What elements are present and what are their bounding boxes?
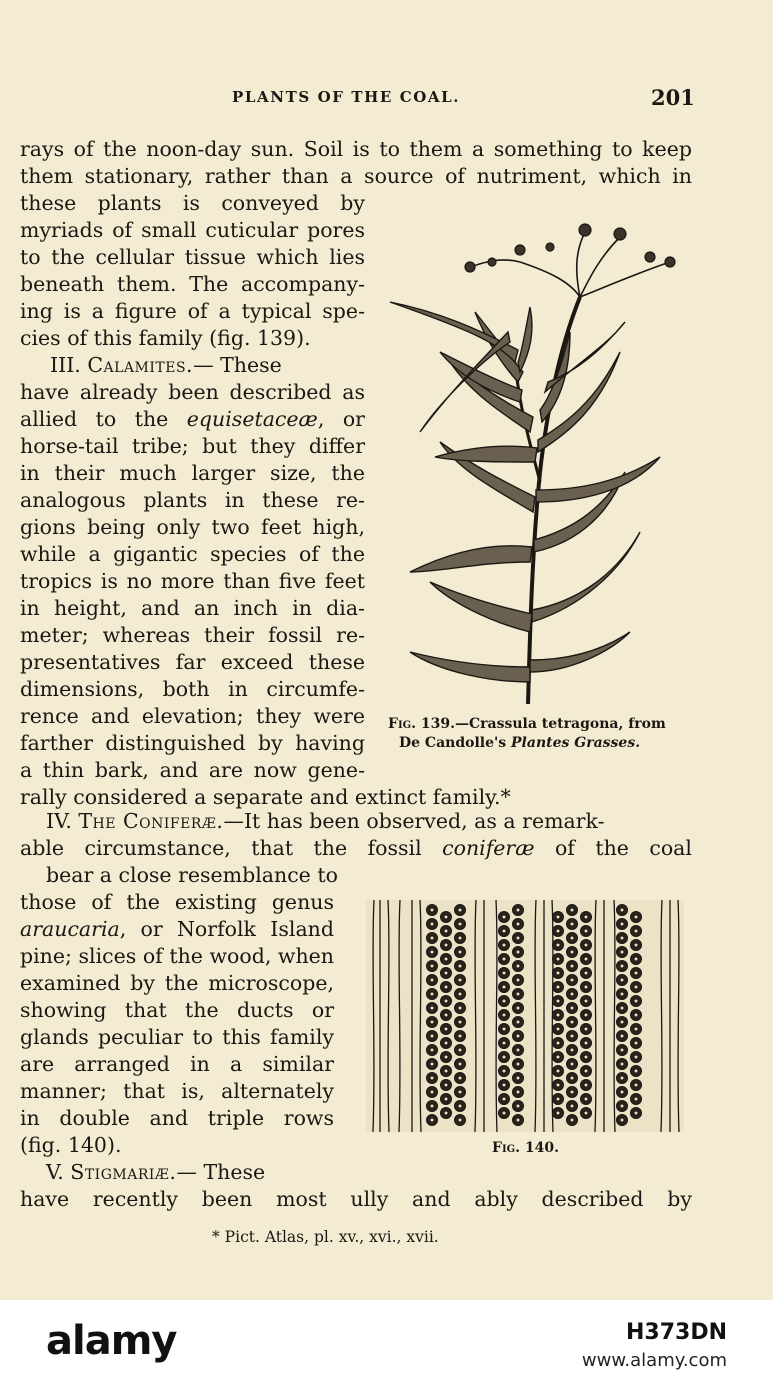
gland-cell-center	[634, 957, 638, 961]
gland-cell-center	[502, 1111, 506, 1115]
gland-cell-center	[516, 1118, 520, 1122]
gland-cell-center	[556, 915, 560, 919]
section-title: Stigmariæ.	[70, 1160, 177, 1184]
page-number: 201	[651, 85, 695, 110]
section-title: The Coniferæ.	[78, 809, 224, 833]
gland-cell-center	[516, 922, 520, 926]
gland-cell-center	[430, 1048, 434, 1052]
gland-cell-center	[516, 964, 520, 968]
gland-cell-center	[570, 1076, 574, 1080]
gland-cell-center	[556, 1013, 560, 1017]
gland-cell-center	[430, 1062, 434, 1066]
gland-cell-center	[584, 929, 588, 933]
running-title: PLANTS OF THE COAL.	[232, 88, 461, 106]
gland-cell-center	[584, 1097, 588, 1101]
gland-cell-center	[584, 943, 588, 947]
section-text: — These	[193, 353, 282, 377]
gland-cell-center	[458, 1118, 462, 1122]
gland-cell-center	[458, 992, 462, 996]
figure-139-caption: Fig. 139.—Crassula tetragona, from	[388, 716, 666, 732]
section-numeral: III.	[50, 353, 81, 377]
gland-cell-center	[634, 1041, 638, 1045]
gland-cell-center	[458, 936, 462, 940]
gland-cell-center	[502, 1083, 506, 1087]
section-heading-calamites	[50, 352, 282, 379]
gland-cell-center	[444, 1041, 448, 1045]
gland-cell-center	[458, 1048, 462, 1052]
gland-cell-center	[570, 922, 574, 926]
gland-cell-center	[444, 1027, 448, 1031]
gland-cell-center	[570, 1062, 574, 1066]
gland-cell-center	[502, 943, 506, 947]
text-line: those of the existing genus	[20, 890, 334, 914]
gland-cell-center	[556, 1069, 560, 1073]
text-line: examined by the microscope,	[20, 971, 334, 995]
gland-cell-center	[458, 1076, 462, 1080]
gland-cell-center	[620, 1062, 624, 1066]
gland-cell-center	[430, 1076, 434, 1080]
gland-cell-center	[458, 1006, 462, 1010]
gland-cell-center	[634, 915, 638, 919]
section-title: Calamites.	[87, 353, 194, 377]
gland-cell-center	[620, 1006, 624, 1010]
gland-cell-center	[444, 929, 448, 933]
text-line: cies of this family (fig. 139).	[20, 326, 311, 350]
text-line: pine; slices of the wood, when	[20, 944, 334, 968]
gland-cell-center	[570, 1104, 574, 1108]
gland-cell-center	[570, 1034, 574, 1038]
gland-cell-center	[430, 1090, 434, 1094]
gland-cell-center	[556, 1097, 560, 1101]
gland-cell-center	[584, 999, 588, 1003]
text-line: have recently been most ully and ably described by	[20, 1187, 692, 1211]
gland-cell-center	[620, 1090, 624, 1094]
figure-139-crassula-illustration	[380, 212, 690, 712]
watermark-bar	[0, 1300, 773, 1390]
gland-cell-center	[584, 1069, 588, 1073]
gland-cell-center	[516, 1048, 520, 1052]
gland-cell-center	[584, 1013, 588, 1017]
gland-cell-center	[430, 1104, 434, 1108]
gland-cell-center	[502, 929, 506, 933]
gland-cell-center	[430, 936, 434, 940]
gland-cell-center	[570, 1006, 574, 1010]
gland-cell-center	[502, 1097, 506, 1101]
gland-cell-center	[570, 1118, 574, 1122]
text-line: to the cellular tissue which lies	[20, 245, 365, 269]
text-line: analogous plants in these re-	[20, 488, 365, 512]
gland-cell-center	[556, 943, 560, 947]
gland-cell-center	[516, 1034, 520, 1038]
gland-cell-center	[444, 1097, 448, 1101]
watermark-image-id: H373DN	[625, 1320, 727, 1345]
gland-cell-center	[634, 1111, 638, 1115]
text-line: these plants is conveyed by	[20, 191, 365, 215]
gland-cell-center	[620, 1104, 624, 1108]
gland-cell-center	[430, 1020, 434, 1024]
gland-cell-center	[516, 908, 520, 912]
gland-cell-center	[430, 1034, 434, 1038]
figure-140-wood-section-illustration	[366, 900, 684, 1132]
gland-cell-center	[430, 978, 434, 982]
gland-cell-center	[620, 950, 624, 954]
gland-cell-center	[570, 1048, 574, 1052]
gland-cell-center	[620, 992, 624, 996]
text-line: glands peculiar to this family	[20, 1025, 334, 1049]
gland-cell-center	[458, 950, 462, 954]
gland-cell-center	[458, 1090, 462, 1094]
text-line: horse-tail tribe; but they differ	[20, 434, 365, 458]
text-line: able circumstance, that the fossil coniferæ of the coal	[20, 836, 692, 860]
text-line: manner; that is, alternately	[20, 1079, 334, 1103]
figure-140-caption: Fig. 140.	[492, 1140, 560, 1156]
gland-cell-center	[458, 1062, 462, 1066]
gland-cell-center	[584, 957, 588, 961]
gland-cell-center	[556, 1111, 560, 1115]
gland-cell-center	[458, 922, 462, 926]
gland-cell-center	[458, 1020, 462, 1024]
gland-cell-center	[430, 1006, 434, 1010]
gland-cell-center	[584, 1055, 588, 1059]
gland-cell-center	[502, 1069, 506, 1073]
gland-cell-center	[556, 999, 560, 1003]
gland-cell-center	[430, 964, 434, 968]
text-line: dimensions, both in circumfe-	[20, 677, 365, 701]
gland-cell-center	[444, 915, 448, 919]
text-line: ing is a figure of a typical spe-	[20, 299, 365, 323]
gland-cell-center	[570, 950, 574, 954]
gland-cell-center	[556, 1027, 560, 1031]
text-line: myriads of small cuticular pores	[20, 218, 365, 242]
watermark-url: www.alamy.com	[581, 1350, 727, 1371]
gland-cell-center	[584, 985, 588, 989]
gland-cell-center	[502, 999, 506, 1003]
text-line: in double and triple rows	[20, 1106, 334, 1130]
gland-cell-center	[634, 929, 638, 933]
gland-cell-center	[502, 915, 506, 919]
gland-cell-center	[502, 1055, 506, 1059]
text-line: farther distinguished by having	[20, 731, 365, 755]
gland-cell-center	[556, 929, 560, 933]
gland-cell-center	[620, 1118, 624, 1122]
gland-cell-center	[516, 992, 520, 996]
gland-cell-center	[444, 943, 448, 947]
gland-cell-center	[570, 908, 574, 912]
text-line: allied to the equisetaceæ, or	[20, 407, 365, 431]
gland-cell-center	[556, 1083, 560, 1087]
gland-cell-center	[502, 971, 506, 975]
gland-cell-center	[516, 1104, 520, 1108]
section-numeral: IV.	[46, 809, 72, 833]
gland-cell-center	[620, 1020, 624, 1024]
gland-cell-center	[634, 1083, 638, 1087]
section-text: — These	[176, 1160, 266, 1184]
gland-cell-center	[516, 1090, 520, 1094]
gland-cell-center	[458, 1034, 462, 1038]
italic-term: araucaria	[20, 917, 120, 941]
gland-cell-center	[556, 971, 560, 975]
gland-cell-center	[516, 1062, 520, 1066]
gland-cell-center	[502, 1027, 506, 1031]
gland-cell-center	[458, 908, 462, 912]
text-line: rence and elevation; they were	[20, 704, 365, 728]
figure-139-caption-line2: De Candolle's Plantes Grasses.	[399, 735, 641, 751]
section-numeral: V.	[46, 1160, 64, 1184]
gland-cell-center	[570, 1090, 574, 1094]
gland-cell-center	[516, 1020, 520, 1024]
gland-cell-center	[444, 957, 448, 961]
gland-cell-center	[584, 1027, 588, 1031]
gland-cell-center	[584, 1111, 588, 1115]
text-line: rays of the noon-day sun. Soil is to them a something to keep	[20, 137, 692, 161]
text-line: while a gigantic species of the	[20, 542, 365, 566]
gland-cell-center	[516, 936, 520, 940]
gland-cell-center	[516, 978, 520, 982]
gland-cell-center	[556, 1041, 560, 1045]
text-line: in their much larger size, the	[20, 461, 365, 485]
gland-cell-center	[634, 1013, 638, 1017]
text-line: (fig. 140).	[20, 1133, 122, 1157]
text-line: bear a close resemblance to	[46, 863, 338, 887]
gland-cell-center	[570, 978, 574, 982]
gland-cell-center	[502, 985, 506, 989]
gland-cell-center	[620, 1048, 624, 1052]
text-line: showing that the ducts or	[20, 998, 334, 1022]
text-line: them stationary, rather than a source of nutriment, which in	[20, 164, 692, 188]
gland-cell-center	[444, 999, 448, 1003]
gland-cell-center	[458, 978, 462, 982]
gland-cell-center	[516, 1006, 520, 1010]
gland-cell-center	[430, 1118, 434, 1122]
gland-cell-center	[634, 1097, 638, 1101]
gland-cell-center	[620, 908, 624, 912]
text-line: a thin bark, and are now gene-	[20, 758, 365, 782]
gland-cell-center	[444, 1069, 448, 1073]
gland-cell-center	[634, 985, 638, 989]
gland-cell-center	[584, 1083, 588, 1087]
watermark-brand: alamy	[46, 1318, 177, 1364]
italic-term: coniferæ	[442, 836, 535, 860]
gland-cell-center	[570, 936, 574, 940]
gland-cell-center	[620, 964, 624, 968]
text-line: have already been described as	[20, 380, 365, 404]
gland-cell-center	[634, 999, 638, 1003]
gland-cell-center	[634, 1055, 638, 1059]
gland-cell-center	[502, 1041, 506, 1045]
text-line: rally considered a separate and extinct family.*	[20, 785, 511, 809]
text-line: in height, and an inch in dia-	[20, 596, 365, 620]
text-line: araucaria, or Norfolk Island	[20, 917, 334, 941]
gland-cell-center	[430, 908, 434, 912]
section-text: —It has been observed, as a remark-	[223, 809, 605, 833]
gland-cell-center	[634, 1069, 638, 1073]
gland-cell-center	[444, 1055, 448, 1059]
gland-cell-center	[458, 1104, 462, 1108]
gland-cell-center	[570, 1020, 574, 1024]
gland-cell-center	[584, 971, 588, 975]
gland-cell-center	[430, 992, 434, 996]
gland-cell-center	[570, 964, 574, 968]
gland-cell-center	[430, 922, 434, 926]
gland-cell-center	[634, 1027, 638, 1031]
gland-cell-center	[620, 936, 624, 940]
gland-cell-center	[444, 1083, 448, 1087]
section-heading-coniferae	[46, 808, 605, 835]
gland-cell-center	[444, 971, 448, 975]
text-line: are arranged in a similar	[20, 1052, 334, 1076]
gland-cell-center	[570, 992, 574, 996]
gland-cell-center	[556, 957, 560, 961]
gland-cell-center	[620, 1076, 624, 1080]
gland-cell-center	[444, 985, 448, 989]
italic-term: equisetaceæ	[186, 407, 318, 431]
footnote: * Pict. Atlas, pl. xv., xvi., xvii.	[212, 1228, 439, 1246]
gland-cell-center	[634, 971, 638, 975]
gland-cell-center	[584, 1041, 588, 1045]
section-heading-stigmariae	[46, 1159, 265, 1186]
text-line: meter; whereas their fossil re-	[20, 623, 365, 647]
text-line: presentatives far exceed these	[20, 650, 365, 674]
gland-cell-center	[516, 950, 520, 954]
gland-cell-center	[444, 1111, 448, 1115]
gland-cell-center	[430, 950, 434, 954]
gland-cell-center	[556, 1055, 560, 1059]
gland-cell-center	[620, 978, 624, 982]
text-line: gions being only two feet high,	[20, 515, 365, 539]
gland-cell-center	[634, 943, 638, 947]
gland-cell-center	[584, 915, 588, 919]
gland-cell-center	[620, 1034, 624, 1038]
gland-cell-center	[444, 1013, 448, 1017]
gland-cell-center	[516, 1076, 520, 1080]
gland-cell-center	[502, 957, 506, 961]
caption-label: Fig. 139.	[388, 716, 456, 732]
gland-cell-center	[458, 964, 462, 968]
text-line: tropics is no more than five feet	[20, 569, 365, 593]
gland-cell-center	[502, 1013, 506, 1017]
gland-cell-center	[556, 985, 560, 989]
text-line: beneath them. The accompany-	[20, 272, 365, 296]
gland-cell-center	[620, 922, 624, 926]
